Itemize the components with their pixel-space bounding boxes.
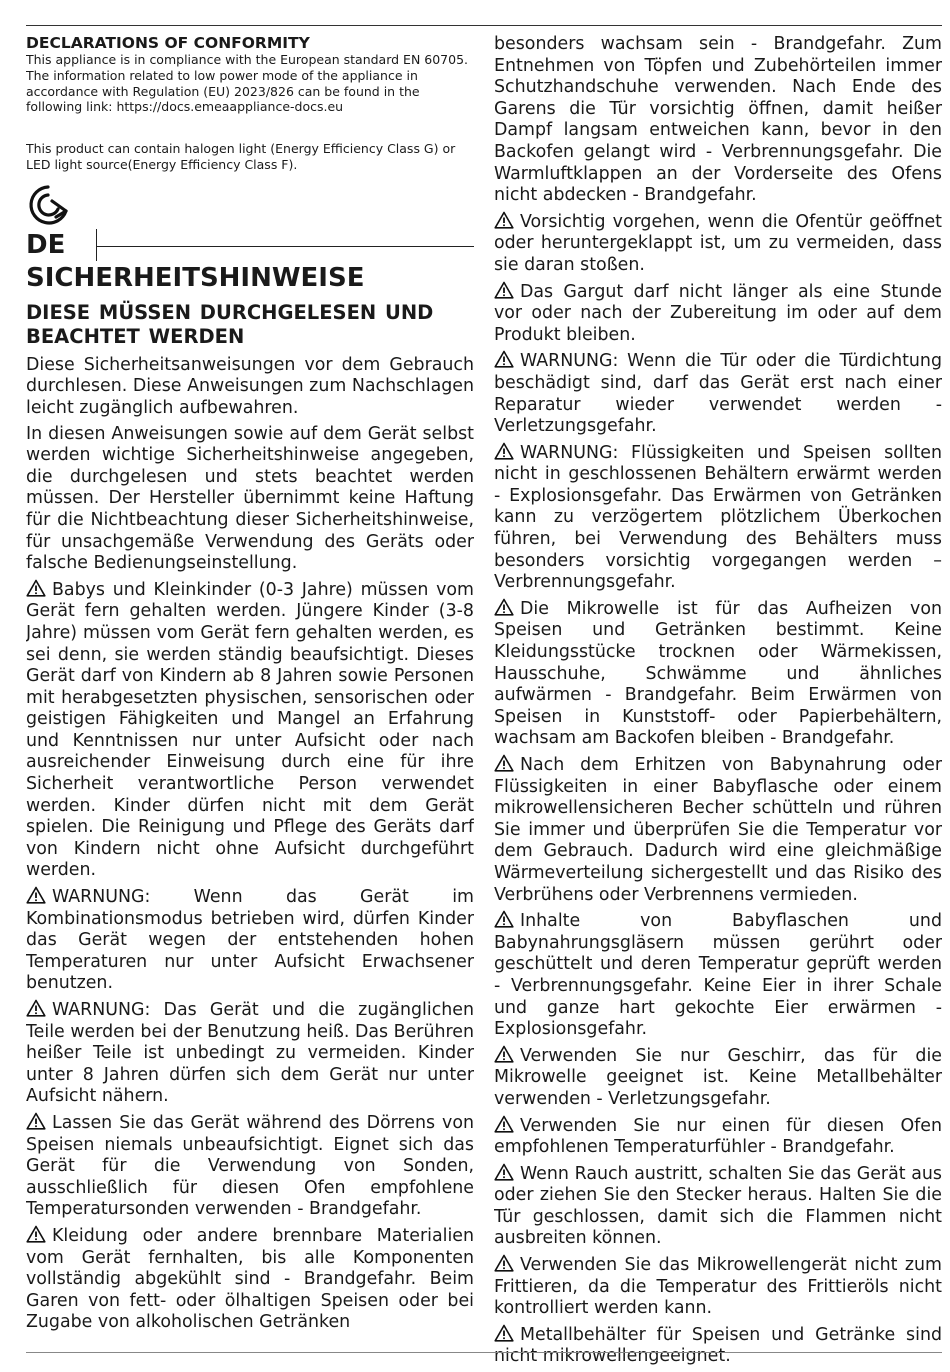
warning-paragraph: [26, 1225, 474, 1334]
warning-paragraph: [494, 1324, 942, 1368]
wave-logo-icon: [26, 183, 72, 227]
warning-paragraph: [494, 1115, 942, 1159]
warning-text: Lassen Sie das Gerät während des Dörrens von Speisen niemals unbeaufsichtigt. Eignet sich das Gerät für die Verwendung von Sonden, ausschließlich für diesen Ofen empfohlene Temperatursonden verwenden - Brandgefahr.: [26, 1112, 474, 1220]
warning-triangle-icon: [26, 1225, 46, 1243]
warning-text: Die Mikrowelle ist für das Aufheizen von Speisen und Getränken bestimmt. Keine Kleidungsstücke trocknen oder Wärmekissen, Hausschuhe, Schwämme und ähnliches aufwärmen - Brandgefahr. Beim Erwärmen von Speisen in Kunststoff- oder Papierbehältern, wachsam am Backofen bleiben - Brandgefahr.: [494, 598, 942, 749]
warning-paragraph: [494, 442, 942, 594]
warning-triangle-icon: [26, 999, 46, 1017]
warning-triangle-icon: [494, 1254, 514, 1272]
section-title: SICHERHEITSHINWEISE: [26, 262, 365, 293]
warning-text: Verwenden Sie das Mikrowellengerät nicht zum Frittieren, da die Temperatur des Frittieröls nicht kontrolliert werden kann.: [494, 1255, 942, 1319]
warning-text: WARNUNG: Das Gerät und die zugänglichen Teile werden bei der Benutzung heiß. Das Berühren heißer Teile ist unbedingt zu vermeiden. Kinder unter 8 Jahren dürfen sich dem Gerät nur unter Aufsicht nähern.: [26, 1000, 474, 1107]
language-header: [26, 229, 474, 263]
warning-text: Vorsichtig vorgehen, wenn die Ofentür geöffnet oder heruntergeklappt ist, um zu vermeiden, dass sie daran stoßen.: [494, 211, 942, 275]
paragraph: Diese Sicherheitsanweisungen vor dem Gebrauch durchlesen. Diese Anweisungen zum Nachschlagen leicht zugänglich aufbewahren.: [26, 354, 474, 418]
bottom-rule: [26, 1352, 942, 1353]
warning-paragraph: [494, 211, 942, 277]
regulation-text: The information related to low power mode of the appliance in accordance with Regulation (EU) 2023/826 can be found in the following link: https://docs.emeaappliance-docs.eu: [26, 67, 420, 115]
warning-paragraph: [494, 910, 942, 1041]
warning-text: Inhalte von Babyflaschen und Babynahrungsgläsern müssen gerührt oder geschüttelt und deren Temperatur geprüft werden - Verbrennungsgefahr. Keine Eier in ihrer Schale und ganze hart gekochte Eier erwärmen - Explosionsgefahr.: [494, 911, 942, 1040]
warning-triangle-icon: [494, 598, 514, 616]
language-code: DE: [26, 229, 66, 260]
warning-triangle-icon: [494, 910, 514, 928]
warning-triangle-icon: [494, 281, 514, 299]
warning-paragraph: [494, 1163, 942, 1250]
warning-text: Babys und Kleinkinder (0-3 Jahre) müssen vom Gerät fern gehalten werden. Jüngere Kinder (3-8 Jahre) müssen vom Gerät fern gehalten werden, es sei denn, sie werden ständig beaufsichtigt. Dieses Gerät darf von Kindern ab 8 Jahren sowie Personen mit herabgesetzten physischen, sensorischen oder geistigen Fähigkeiten und Mangel an Erfahrung und Kenntnissen nur unter Aufsicht oder nach ausreichender Einweisung durch eine für ihre Sicherheit verantwortliche Person verwendet werden. Kinder dürfen nicht mit dem Gerät spielen. Die Reinigung und Pflege des Geräts darf von Kindern nicht ohne Aufsicht durchgeführt werden.: [26, 579, 474, 881]
warning-triangle-icon: [26, 886, 46, 904]
warning-text: Nach dem Erhitzen von Babynahrung oder Flüssigkeiten in einer Babyflasche oder einem mikrowellensicheren Becher schütteln und rühren Sie immer und überprüfen Sie die Temperatur vor dem Gebrauch. Dadurch wird eine gleichmäßige Wärmeverteilung sichergestellt und das Risiko des Verbrühens oder Verbrennens vermieden.: [494, 755, 942, 905]
warning-text: WARNUNG: Wenn die Tür oder die Türdichtung beschädigt sind, darf das Gerät erst nach einer Reparatur wieder verwendet werden - Verletzungsgefahr.: [494, 351, 942, 437]
warning-text: Das Gargut darf nicht länger als eine Stunde vor oder nach der Zubereitung im oder auf dem Produkt bleiben.: [494, 281, 942, 345]
warning-text: Wenn Rauch austritt, schalten Sie das Gerät aus oder ziehen Sie den Stecker heraus. Halten Sie die Tür geschlossen, damit sich die Flammen nicht ausbreiten können.: [494, 1163, 942, 1249]
paragraph: besonders wachsam sein - Brandgefahr. Zum Entnehmen von Töpfen und Zubehörteilen immer Schutzhandschuhe verwenden. Nach Ende des Garens die Tür vorsichtig öffnen, damit heißer Dampf langsam entweichen kann, bevor in den Backofen gelangt wird - Verbrennungsgefahr. Die Warmluftklappen an der Vorderseite des Ofens nicht abdecken - Brandgefahr.: [494, 34, 942, 206]
warning-triangle-icon: [494, 1324, 514, 1342]
warning-triangle-icon: [494, 211, 514, 229]
warning-paragraph: [26, 1112, 474, 1221]
paragraph: In diesen Anweisungen sowie auf dem Gerät selbst werden wichtige Sicherheitshinweise angegeben, die durchgelesen und stets beachtet werden müssen. Der Hersteller übernimmt keine Haftung für die Nichtbeachtung dieser Sicherheitshinweise, für unsachgemäße Verwendung des Geräts oder falsche Bedienungseinstellung.: [26, 423, 474, 574]
declarations-title: DECLARATIONS OF CONFORMITY: [26, 34, 310, 52]
warning-text: Kleidung oder andere brennbare Materialien vom Gerät fernhalten, bis alle Komponenten vollständig abgekühlt sind - Brandgefahr. Beim Garen von fett- oder ölhaltigen Speisen oder bei Zugabe von alkoholischen Getränken: [26, 1225, 474, 1333]
warning-paragraph: [494, 350, 942, 437]
top-rule: [26, 25, 942, 26]
warning-triangle-icon: [494, 442, 514, 460]
warning-text: WARNUNG: Wenn das Gerät im Kombinationsmodus betrieben wird, dürfen Kinder das Gerät wegen der entstehenden hohen Temperaturen nur unter Aufsicht Erwachsener benutzen.: [26, 887, 474, 994]
warning-triangle-icon: [494, 1115, 514, 1133]
warning-paragraph: [26, 579, 474, 882]
halogen-text: This product can contain halogen light (Energy Efficiency Class G) or LED light source(Energy Efficiency Class F).: [26, 141, 456, 172]
language-rule: [96, 246, 474, 247]
language-divider: [96, 229, 97, 261]
warning-triangle-icon: [26, 579, 46, 597]
warning-text: Verwenden Sie nur einen für diesen Ofen empfohlenen Temperaturfühler - Brandgefahr.: [494, 1115, 942, 1158]
warning-triangle-icon: [494, 350, 514, 368]
warning-paragraph: [494, 281, 942, 347]
warning-paragraph: [494, 754, 942, 906]
right-column: [494, 34, 942, 1372]
warning-text: WARNUNG: Flüssigkeiten und Speisen sollten nicht in geschlossenen Behältern erwärmt werden - Explosionsgefahr. Das Erwärmen von Getränken kann zu verzögertem plötzlichem Überkochen führen, bei Verwendung des Behälters muss besonders vorsichtig vorgegangen werden – Verbrennungsgefahr.: [494, 442, 942, 593]
warning-triangle-icon: [494, 1045, 514, 1063]
warning-paragraph: [26, 999, 474, 1108]
warning-paragraph: [494, 1254, 942, 1320]
warning-text: Verwenden Sie nur Geschirr, das für die Mikrowelle geeignet ist. Keine Metallbehälter verwenden - Verletzungsgefahr.: [494, 1045, 942, 1109]
warning-text: Metallbehälter für Speisen und Getränke sind nicht mikrowellengeeignet.: [494, 1324, 942, 1367]
warning-triangle-icon: [494, 1163, 514, 1181]
section-subtitle: DIESE MÜSSEN DURCHGELESEN UND BEACHTET WERDEN: [26, 300, 434, 348]
warning-paragraph: [26, 886, 474, 995]
standard-text: This appliance is in compliance with the European standard EN 60705.: [26, 52, 469, 67]
left-column: [26, 34, 474, 1338]
warning-paragraph: [494, 598, 942, 750]
warning-triangle-icon: [494, 754, 514, 772]
warning-paragraph: [494, 1045, 942, 1111]
warning-triangle-icon: [26, 1112, 46, 1130]
